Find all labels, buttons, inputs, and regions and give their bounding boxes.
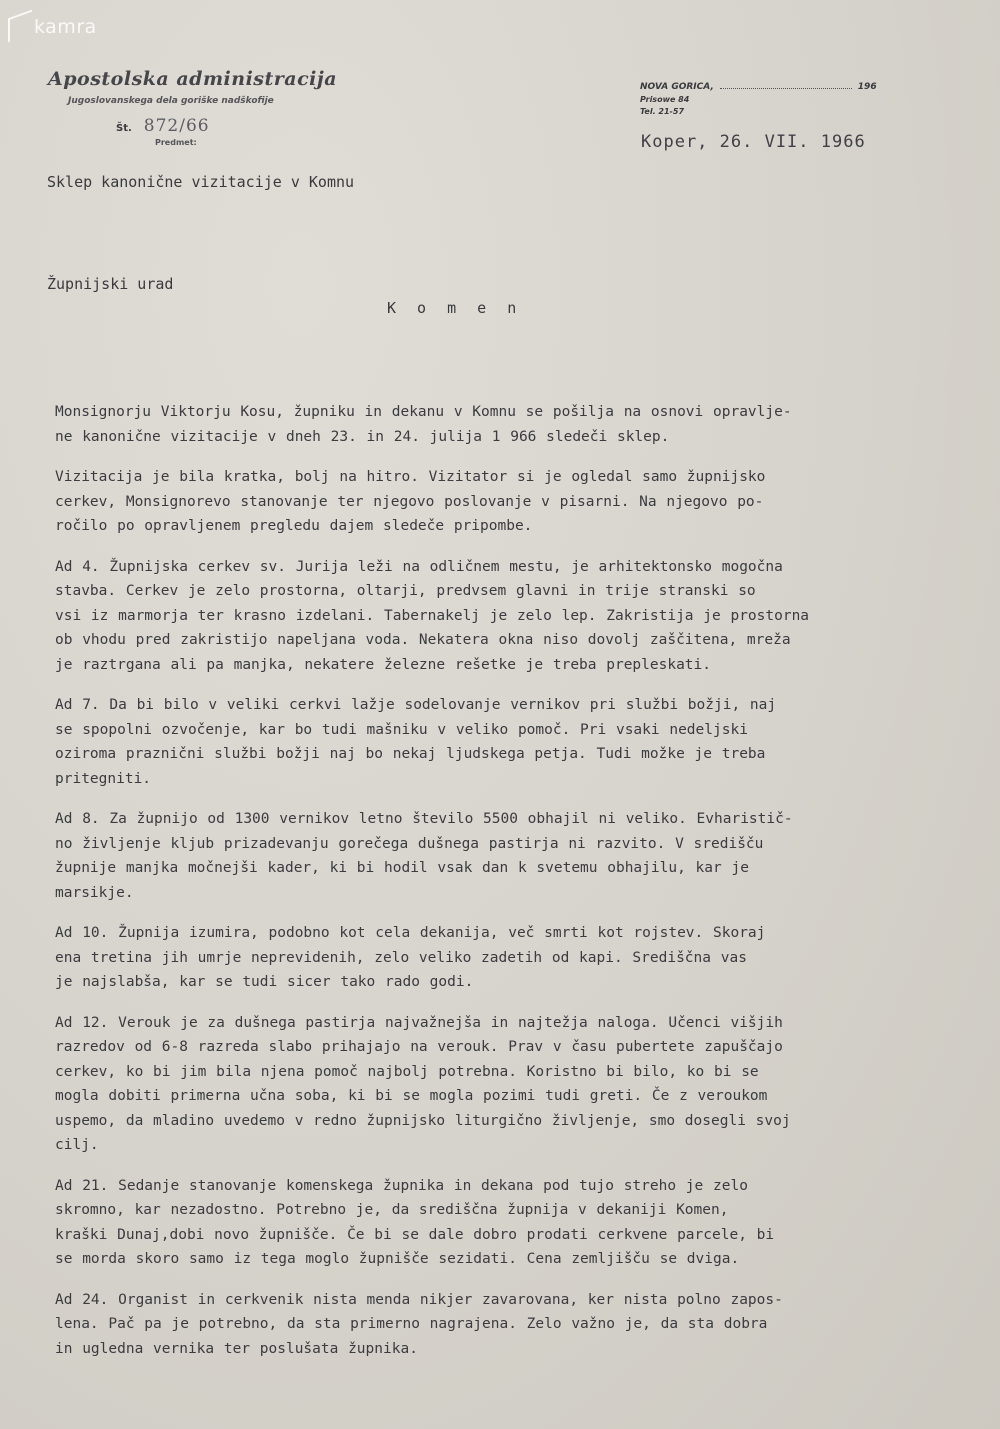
watermark-logo-icon: [8, 10, 32, 43]
reference-number: [116, 116, 337, 136]
letter-date: Koper, 26. VII. 1966: [641, 132, 866, 152]
reference-prefix: Št.: [116, 123, 132, 134]
addressee: Župnijski urad: [47, 275, 174, 293]
paragraph-ad-8: Ad 8. Za župnijo od 1300 vernikov letno število 5500 obhajil ni veliko. Evharistič- no življenje kljub prizadevanju gorečega dušnega pastirja ni razvito. V središču župnije manjka močnejši kader, ki bi hodil vsak dan k svetemu obhajilu, kar je marsikje.: [55, 811, 793, 901]
paragraph-ad-7: Ad 7. Da bi bilo v veliki cerkvi lažje sodelovanje vernikov pri službi božji, naj se spopolni ozvočenje, kar bo tudi mašniku v veliko pomoč. Pri vsaki nedeljski oziroma praznični službi božji naj bo nekaj ljudskega petja. Tudi možke je treba pritegniti.: [55, 697, 777, 787]
letter-body: [55, 400, 990, 1377]
paragraph-intro: Monsignorju Viktorju Kosu, župniku in dekanu v Komnu se pošilja na osnovi opravlje- ne kanonične vizitacije v dneh 23. in 24. julija 1 966 sledeči sklep.: [55, 404, 792, 445]
addressee-city: K o m e n: [387, 299, 523, 317]
paragraph-ad-21: Ad 21. Sedanje stanovanje komenskega župnika in dekana pod tujo streho je zelo skromno, kar nezadostno. Potrebno je, da središčna župnija v dekaniji Komen, kraški Dunaj,dobi novo župnišče. Če bi se dale dobro prodati cerkvene parcele, bi se morda skoro samo iz tega moglo župnišče sezidati. Cena zemljišču se dviga.: [55, 1177, 775, 1267]
watermark: kamra: [8, 14, 97, 38]
letterhead-title: Apostolska administracija: [48, 68, 338, 90]
paragraph-ad-24: Ad 24. Organist in cerkvenik nista menda nikjer zavarovana, ker nista polno zapos- lena. Pač pa je potrebno, da sta primerno nagrajena. Zelo važno je, da sta dobra in ugledna vernika ter poslušata župnika.: [55, 1291, 783, 1357]
reference-value: 872/66: [143, 116, 210, 136]
paragraph-ad-4: Ad 4. Župnijska cerkev sv. Jurija leži na odličnem mestu, je arhitektonsko mogočna stavba. Cerkev je zelo prostorna, oltarji, predvsem glavni in trije stranski so vsi iz marmorja ter krasno izdelani. Tabernakelj je zelo lep. Zakristija je prostorna ob vhodu pred zakristijo napeljana voda. Nekatera okna niso dovolj zaščitena, mreža je raztrgana ali pa manjka, nekatere železne rešetke je treba prepleskati.: [55, 558, 810, 673]
place-block: [640, 82, 877, 116]
paragraph-visitation: Vizitacija je bila kratka, bolj na hitro. Vizitator si je ogledal samo župnijsko cerkev, Monsignorevo stanovanje ter njegovo poslovanje v pisarni. Na njegovo po- ročilo po opravljenem pregledu dajem sledeče pripombe.: [55, 469, 766, 534]
letterhead-subtitle: Jugoslovanskega dela goriške nadškofije: [68, 96, 274, 106]
phone-number: Tel. 21-57: [640, 107, 685, 116]
subject-label: Predmet:: [155, 138, 197, 147]
paragraph-ad-10: Ad 10. Župnija izumira, podobno kot cela dekanija, več smrti kot rojstev. Skoraj ena tretina jih umrje neprevidenih, zelo veliko zadetih od kapi. Središčna vas je najslabša, kar se tudi sicer tako rado godi.: [55, 925, 766, 990]
place-name: NOVA GORICA,: [640, 82, 714, 92]
letter-subject: Sklep kanonične vizitacije v Komnu: [47, 173, 355, 191]
place-line: [640, 82, 877, 92]
year-prefix: 196: [857, 82, 877, 92]
paragraph-ad-12: Ad 12. Verouk je za dušnega pastirja najvažnejša in najtežja naloga. Učenci višjih razredov od 6-8 razreda slabo prihajajo na verouk. Prav v času pubertete zapuščajo cerkev, ko bi jim bila njena pomoč najbolj potrebna. Koristno bi bilo, ko bi se mogla dobiti primerna učna soba, ki bi se mogla pozimi tudi greti. Če z veroukom uspemo, da mladino uvedemo v redno župnijsko liturgično življenje, smo dosegli svoj cilj.: [55, 1014, 791, 1153]
date-blank: [720, 88, 852, 89]
letterhead: [48, 68, 337, 147]
street-address: Prisowe 84: [640, 95, 690, 104]
